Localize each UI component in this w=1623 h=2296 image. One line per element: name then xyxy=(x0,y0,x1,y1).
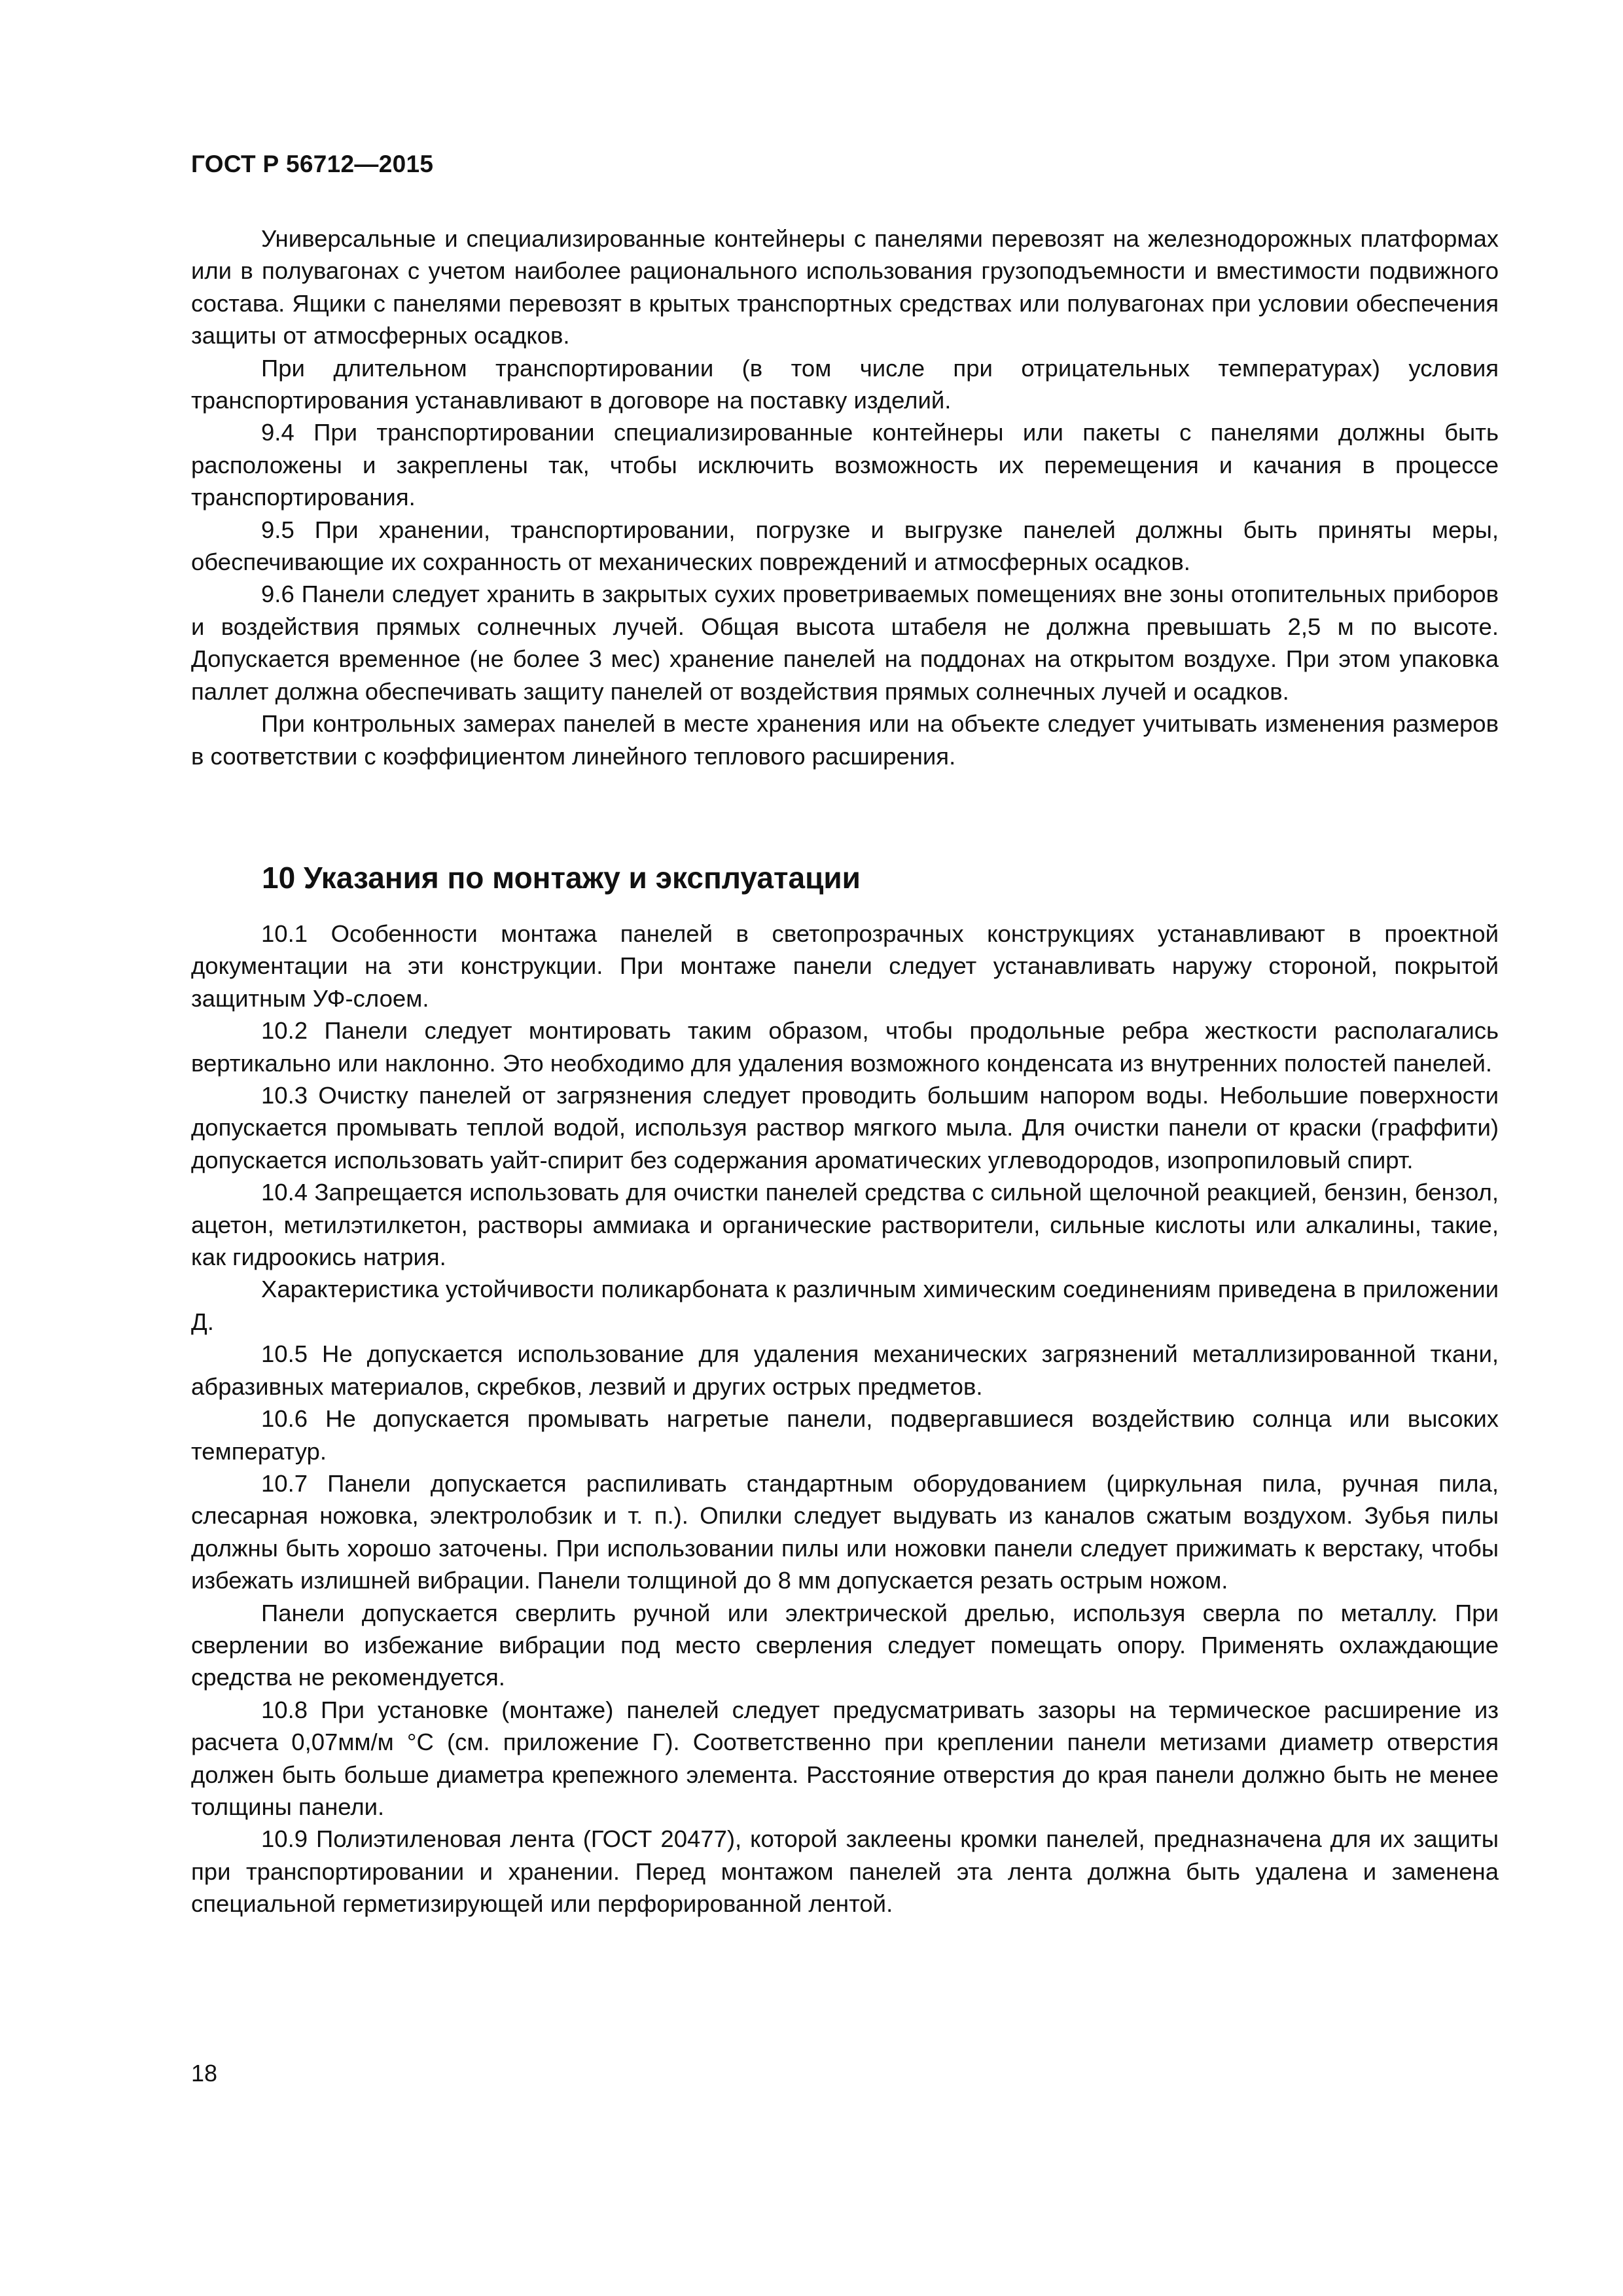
paragraph-10-3: 10.3 Очистку панелей от загрязнения следует проводить большим напором воды. Небольшие поверхности допускается промывать теплой водой, используя раствор мягкого мыла. Для очистки панели от краски (граффити) допускается использовать уайт-спирит без содержания ароматических углеводородов, изопропиловый спирт. xyxy=(191,1082,1499,1174)
paragraph-10-8: 10.8 При установке (монтаже) панелей следует предусматривать зазоры на термическое расширение из расчета 0,07мм/м °С (см. приложение Г). Соответственно при креплении панели метизами диаметр отверстия должен быть больше диаметра крепежного элемента. Расстояние отверстия до края панели должно быть не менее толщины панели. xyxy=(191,1696,1499,1820)
page-number: 18 xyxy=(191,2060,218,2087)
paragraph: Панели допускается сверлить ручной или электрической дрелью, используя сверла по металлу. При сверлении во избежание вибрации под место сверления следует помещать опору. Применять охлаждающие средства не рекомендуется. xyxy=(191,1599,1499,1691)
paragraph-9-4: 9.4 При транспортировании специализированные контейнеры или пакеты с панелями должны быть расположены и закреплены так, чтобы исключить возможность их перемещения и качания в процессе транспортирования. xyxy=(191,419,1499,511)
text-block-storage xyxy=(191,223,1499,772)
section-heading: 10 Указания по монтажу и эксплуатации xyxy=(262,861,861,895)
paragraph: Характеристика устойчивости поликарбоната к различным химическим соединениям приведена в приложении Д. xyxy=(191,1276,1499,1335)
document-code: ГОСТ Р 56712—2015 xyxy=(191,151,434,177)
paragraph-10-1: 10.1 Особенности монтажа панелей в светопрозрачных конструкциях устанавливают в проектной документации на эти конструкции. При монтаже панели следует устанавливать наружу стороной, покрытой защитным УФ-слоем. xyxy=(191,920,1499,1012)
text-block-installation xyxy=(191,918,1499,1920)
paragraph-10-5: 10.5 Не допускается использование для удаления механических загрязнений металлизированной ткани, абразивных материалов, скребков, лезвий и других острых предметов. xyxy=(191,1340,1499,1400)
paragraph-10-9: 10.9 Полиэтиленовая лента (ГОСТ 20477), которой заклеены кромки панелей, предназначена для их защиты при транспортировании и хранении. Перед монтажом панелей эта лента должна быть удалена и заменена специальной герметизирующей или перфорированной лентой. xyxy=(191,1825,1499,1918)
paragraph: При длительном транспортировании (в том числе при отрицательных температурах) условия транспортирования устанавливают в договоре на поставку изделий. xyxy=(191,354,1499,414)
paragraph-10-4: 10.4 Запрещается использовать для очистки панелей средства с сильной щелочной реакцией, бензин, бензол, ацетон, метилэтилкетон, растворы аммиака и органические растворители, сильные кислоты или алкалины, такие, как гидроокись натрия. xyxy=(191,1179,1499,1271)
paragraph-9-5: 9.5 При хранении, транспортировании, погрузке и выгрузке панелей должны быть приняты меры, обеспечивающие их сохранность от механических повреждений и атмосферных осадков. xyxy=(191,516,1499,576)
paragraph: При контрольных замерах панелей в месте хранения или на объекте следует учитывать изменения размеров в соответствии с коэффициентом линейного теплового расширения. xyxy=(191,710,1499,770)
paragraph: Универсальные и специализированные контейнеры с панелями перевозят на железнодорожных платформах или в полувагонах с учетом наиболее рационального использования грузоподъемности и вместимости подвижного состава. Ящики с панелями перевозят в крытых транспортных средствах или полувагонах при условии обеспечения защиты от атмосферных осадков. xyxy=(191,225,1499,350)
paragraph-10-6: 10.6 Не допускается промывать нагретые панели, подвергавшиеся воздействию солнца или высоких температур. xyxy=(191,1405,1499,1465)
paragraph-10-2: 10.2 Панели следует монтировать таким образом, чтобы продольные ребра жесткости располагались вертикально или наклонно. Это необходимо для удаления возможного конденсата из внутренних полостей панелей. xyxy=(191,1017,1499,1077)
paragraph-9-6: 9.6 Панели следует хранить в закрытых сухих проветриваемых помещениях вне зоны отопительных приборов и воздействия прямых солнечных лучей. Общая высота штабеля не должна превышать 2,5 м по высоте. Допускается временное (не более 3 мес) хранение панелей на поддонах на открытом воздухе. При этом упаковка паллет должна обеспечивать защиту панелей от воздействия прямых солнечных лучей и осадков. xyxy=(191,581,1499,705)
paragraph-10-7: 10.7 Панели допускается распиливать стандартным оборудованием (циркульная пила, ручная пила, слесарная ножовка, электролобзик и т. п.). Опилки следует выдувать из каналов сжатым воздухом. Зубья пилы должны быть хорошо заточены. При использовании пилы или ножовки панели следует прижимать к верстаку, чтобы избежать излишней вибрации. Панели толщиной до 8 мм допускается резать острым ножом. xyxy=(191,1469,1499,1594)
